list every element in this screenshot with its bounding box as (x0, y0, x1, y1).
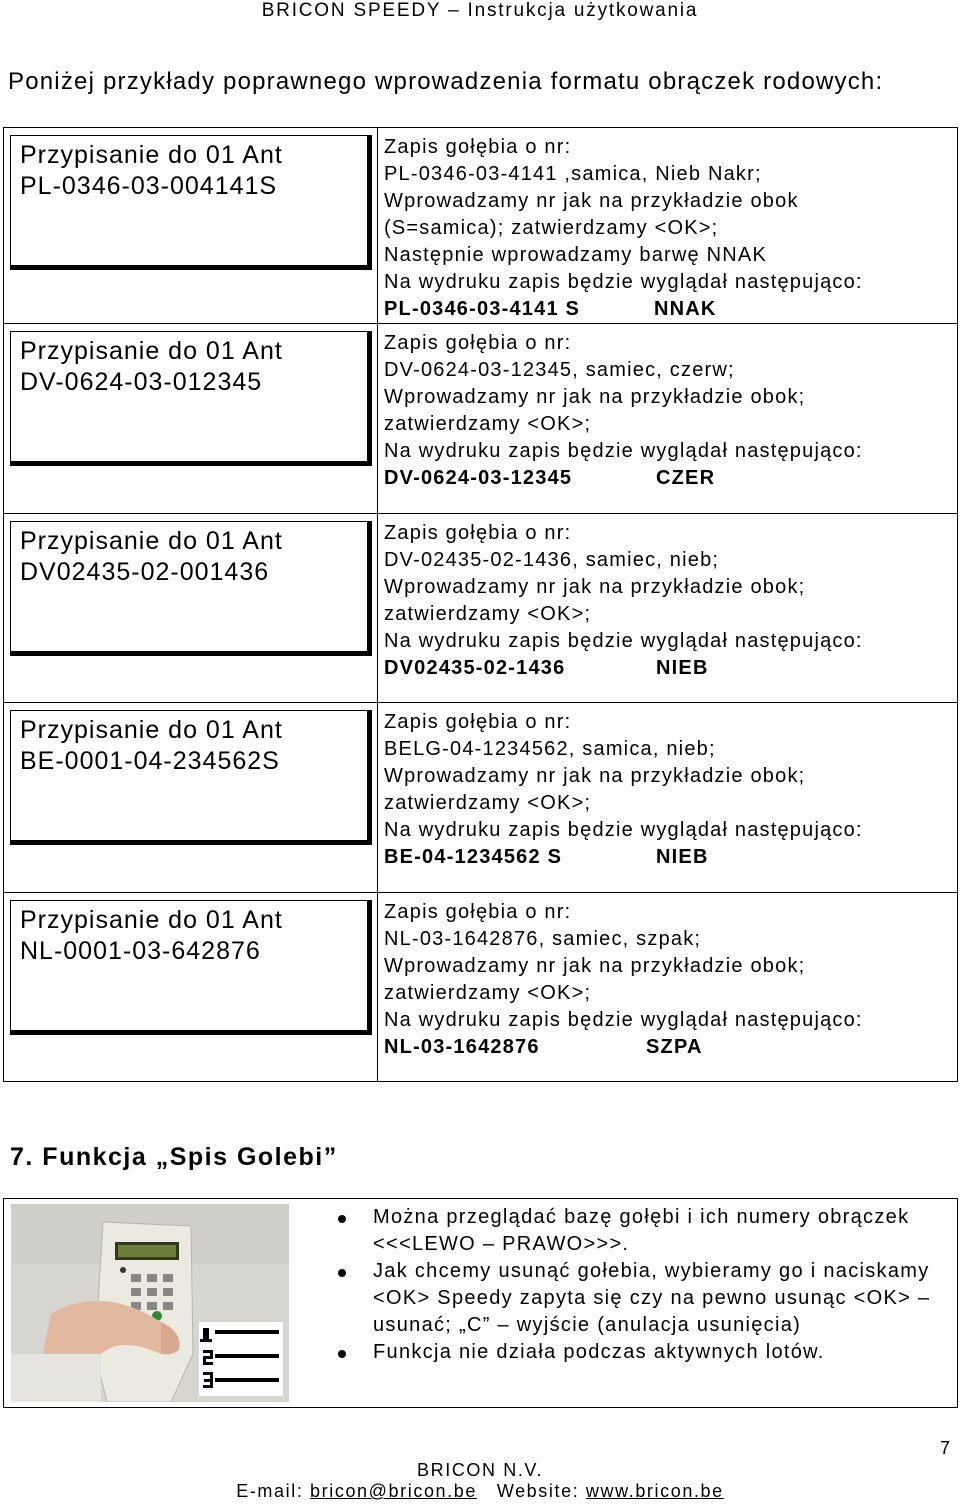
lcd-line: BE-0001-04-234562S (20, 747, 280, 775)
result-ring: NL-03-1642876 (384, 1035, 540, 1058)
description-line: Zapis gołębia o nr: (384, 711, 572, 733)
website-label: Website: (496, 1481, 580, 1501)
result-ring: PL-0346-03-4141 S (384, 298, 581, 320)
description-line: Na wydruku zapis będzie wyglądał następująco: (384, 629, 863, 652)
example-row (4, 513, 958, 703)
result-color: SZPA (646, 1035, 703, 1058)
example-row (4, 892, 958, 1082)
description (378, 703, 957, 871)
lcd-line: Przypisanie do 01 Ant (20, 141, 283, 169)
printout-result (384, 465, 957, 492)
lcd-line: DV02435-02-001436 (20, 557, 270, 586)
description-line: Zapis gołębia o nr: (384, 136, 572, 158)
result-color: NIEB (656, 846, 709, 868)
lcd-cell (4, 513, 378, 703)
description-line: DV-02435-02-1436, samiec, nieb; (384, 548, 720, 571)
printout-result (384, 296, 957, 323)
lcd-line: NL-0001-03-642876 (20, 936, 261, 965)
description-line: Wprowadzamy nr jak na przykładzie obok (384, 190, 799, 212)
bullet-item: Jak chcemy usunąć gołebia, wybieramy go i naciskamy <OK> Speedy zapyta się czy na pewno usunąc <OK> – usunać; „C” – wyjście (anulacja usunięcia) (338, 1258, 948, 1339)
printout-result (384, 1034, 957, 1061)
result-color: NNAK (654, 298, 717, 320)
result-color: CZER (656, 467, 716, 489)
footer-company: BRICON N.V. (417, 1460, 543, 1480)
description-line: Zapis gołębia o nr: (384, 332, 572, 354)
description-cell (378, 892, 958, 1082)
example-row (4, 324, 958, 514)
printout-result (384, 844, 957, 871)
description-line: Na wydruku zapis będzie wyglądał następująco: (384, 819, 863, 841)
printout-result (384, 655, 957, 682)
description-line: Na wydruku zapis będzie wyglądał następująco: (384, 271, 863, 293)
description-line: BELG-04-1234562, samica, nieb; (384, 738, 716, 760)
page-number: 7 (939, 1438, 950, 1458)
description-line: Wprowadzamy nr jak na przykładzie obok; (384, 575, 806, 598)
description-line: Wprowadzamy nr jak na przykładzie obok; (384, 954, 806, 977)
section-title: 7. Funkcja „Spis Golebi” (10, 1143, 338, 1171)
example-row (4, 128, 958, 324)
lcd-line: Przypisanie do 01 Ant (20, 337, 283, 365)
description-line: (S=samica); zatwierdzamy <OK>; (384, 217, 719, 239)
description-line: Zapis gołębia o nr: (384, 900, 572, 923)
description-line: Na wydruku zapis będzie wyglądał następująco: (384, 440, 863, 462)
description-line: DV-0624-03-12345, samiec, czerw; (384, 359, 735, 381)
bullet-item: Funkcja nie działa podczas aktywnych lotów. (338, 1339, 948, 1366)
description (378, 128, 957, 323)
description-cell (378, 324, 958, 514)
example-row (4, 703, 958, 893)
lcd-cell (4, 128, 378, 324)
bullet-list (338, 1204, 948, 1366)
lcd-line: Przypisanie do 01 Ant (20, 905, 283, 934)
lcd-display (10, 710, 372, 845)
bullet-item: Można przeglądać bazę gołębi i ich numery obrączek <<<LEWO – PRAWO>>>. (338, 1204, 948, 1258)
description (378, 324, 957, 492)
description-line: NL-03-1642876, samiec, szpak; (384, 927, 702, 950)
description-cell (378, 513, 958, 703)
description-line: zatwierdzamy <OK>; (384, 981, 592, 1004)
examples-table (3, 127, 958, 1082)
website-link[interactable]: www.bricon.be (585, 1481, 724, 1501)
description (378, 893, 957, 1061)
intro-text: Poniżej przykłady poprawnego wprowadzenia formatu obrączek rodowych: (8, 68, 884, 95)
footer-contact (0, 1481, 960, 1502)
lcd-cell (4, 324, 378, 514)
lcd-display (10, 135, 372, 270)
lcd-display (10, 900, 372, 1035)
result-color: NIEB (656, 656, 709, 679)
description-line: Następnie wprowadzamy barwę NNAK (384, 244, 767, 266)
description-cell (378, 703, 958, 893)
description-line: zatwierdzamy <OK>; (384, 413, 592, 435)
page-header: BRICON SPEEDY – Instrukcja użytkowania (261, 0, 699, 21)
spis-golebi-box (3, 1198, 958, 1408)
result-ring: DV02435-02-1436 (384, 656, 566, 679)
description-line: zatwierdzamy <OK>; (384, 602, 592, 625)
description-line: PL-0346-03-4141 ,samica, Nieb Nakr; (384, 163, 762, 185)
description-line: Na wydruku zapis będzie wyglądał następująco: (384, 1008, 863, 1031)
email-label: E-mail: (236, 1481, 304, 1501)
email-link[interactable]: bricon@bricon.be (310, 1481, 477, 1501)
lcd-line: DV-0624-03-012345 (20, 368, 263, 396)
result-ring: BE-04-1234562 S (384, 846, 563, 868)
device-photo (11, 1204, 289, 1402)
lcd-cell (4, 892, 378, 1082)
description-line: Wprowadzamy nr jak na przykładzie obok; (384, 765, 806, 787)
lcd-line: PL-0346-03-004141S (20, 172, 278, 200)
result-ring: DV-0624-03-12345 (384, 467, 573, 489)
lcd-display (10, 331, 372, 466)
description-line: zatwierdzamy <OK>; (384, 792, 592, 814)
lcd-line: Przypisanie do 01 Ant (20, 526, 283, 555)
lcd-line: Przypisanie do 01 Ant (20, 716, 283, 744)
description-line: Wprowadzamy nr jak na przykładzie obok; (384, 386, 806, 408)
lcd-cell (4, 703, 378, 893)
description-line: Zapis gołębia o nr: (384, 521, 572, 544)
description (378, 514, 957, 682)
description-cell (378, 128, 958, 324)
lcd-display (10, 521, 372, 656)
